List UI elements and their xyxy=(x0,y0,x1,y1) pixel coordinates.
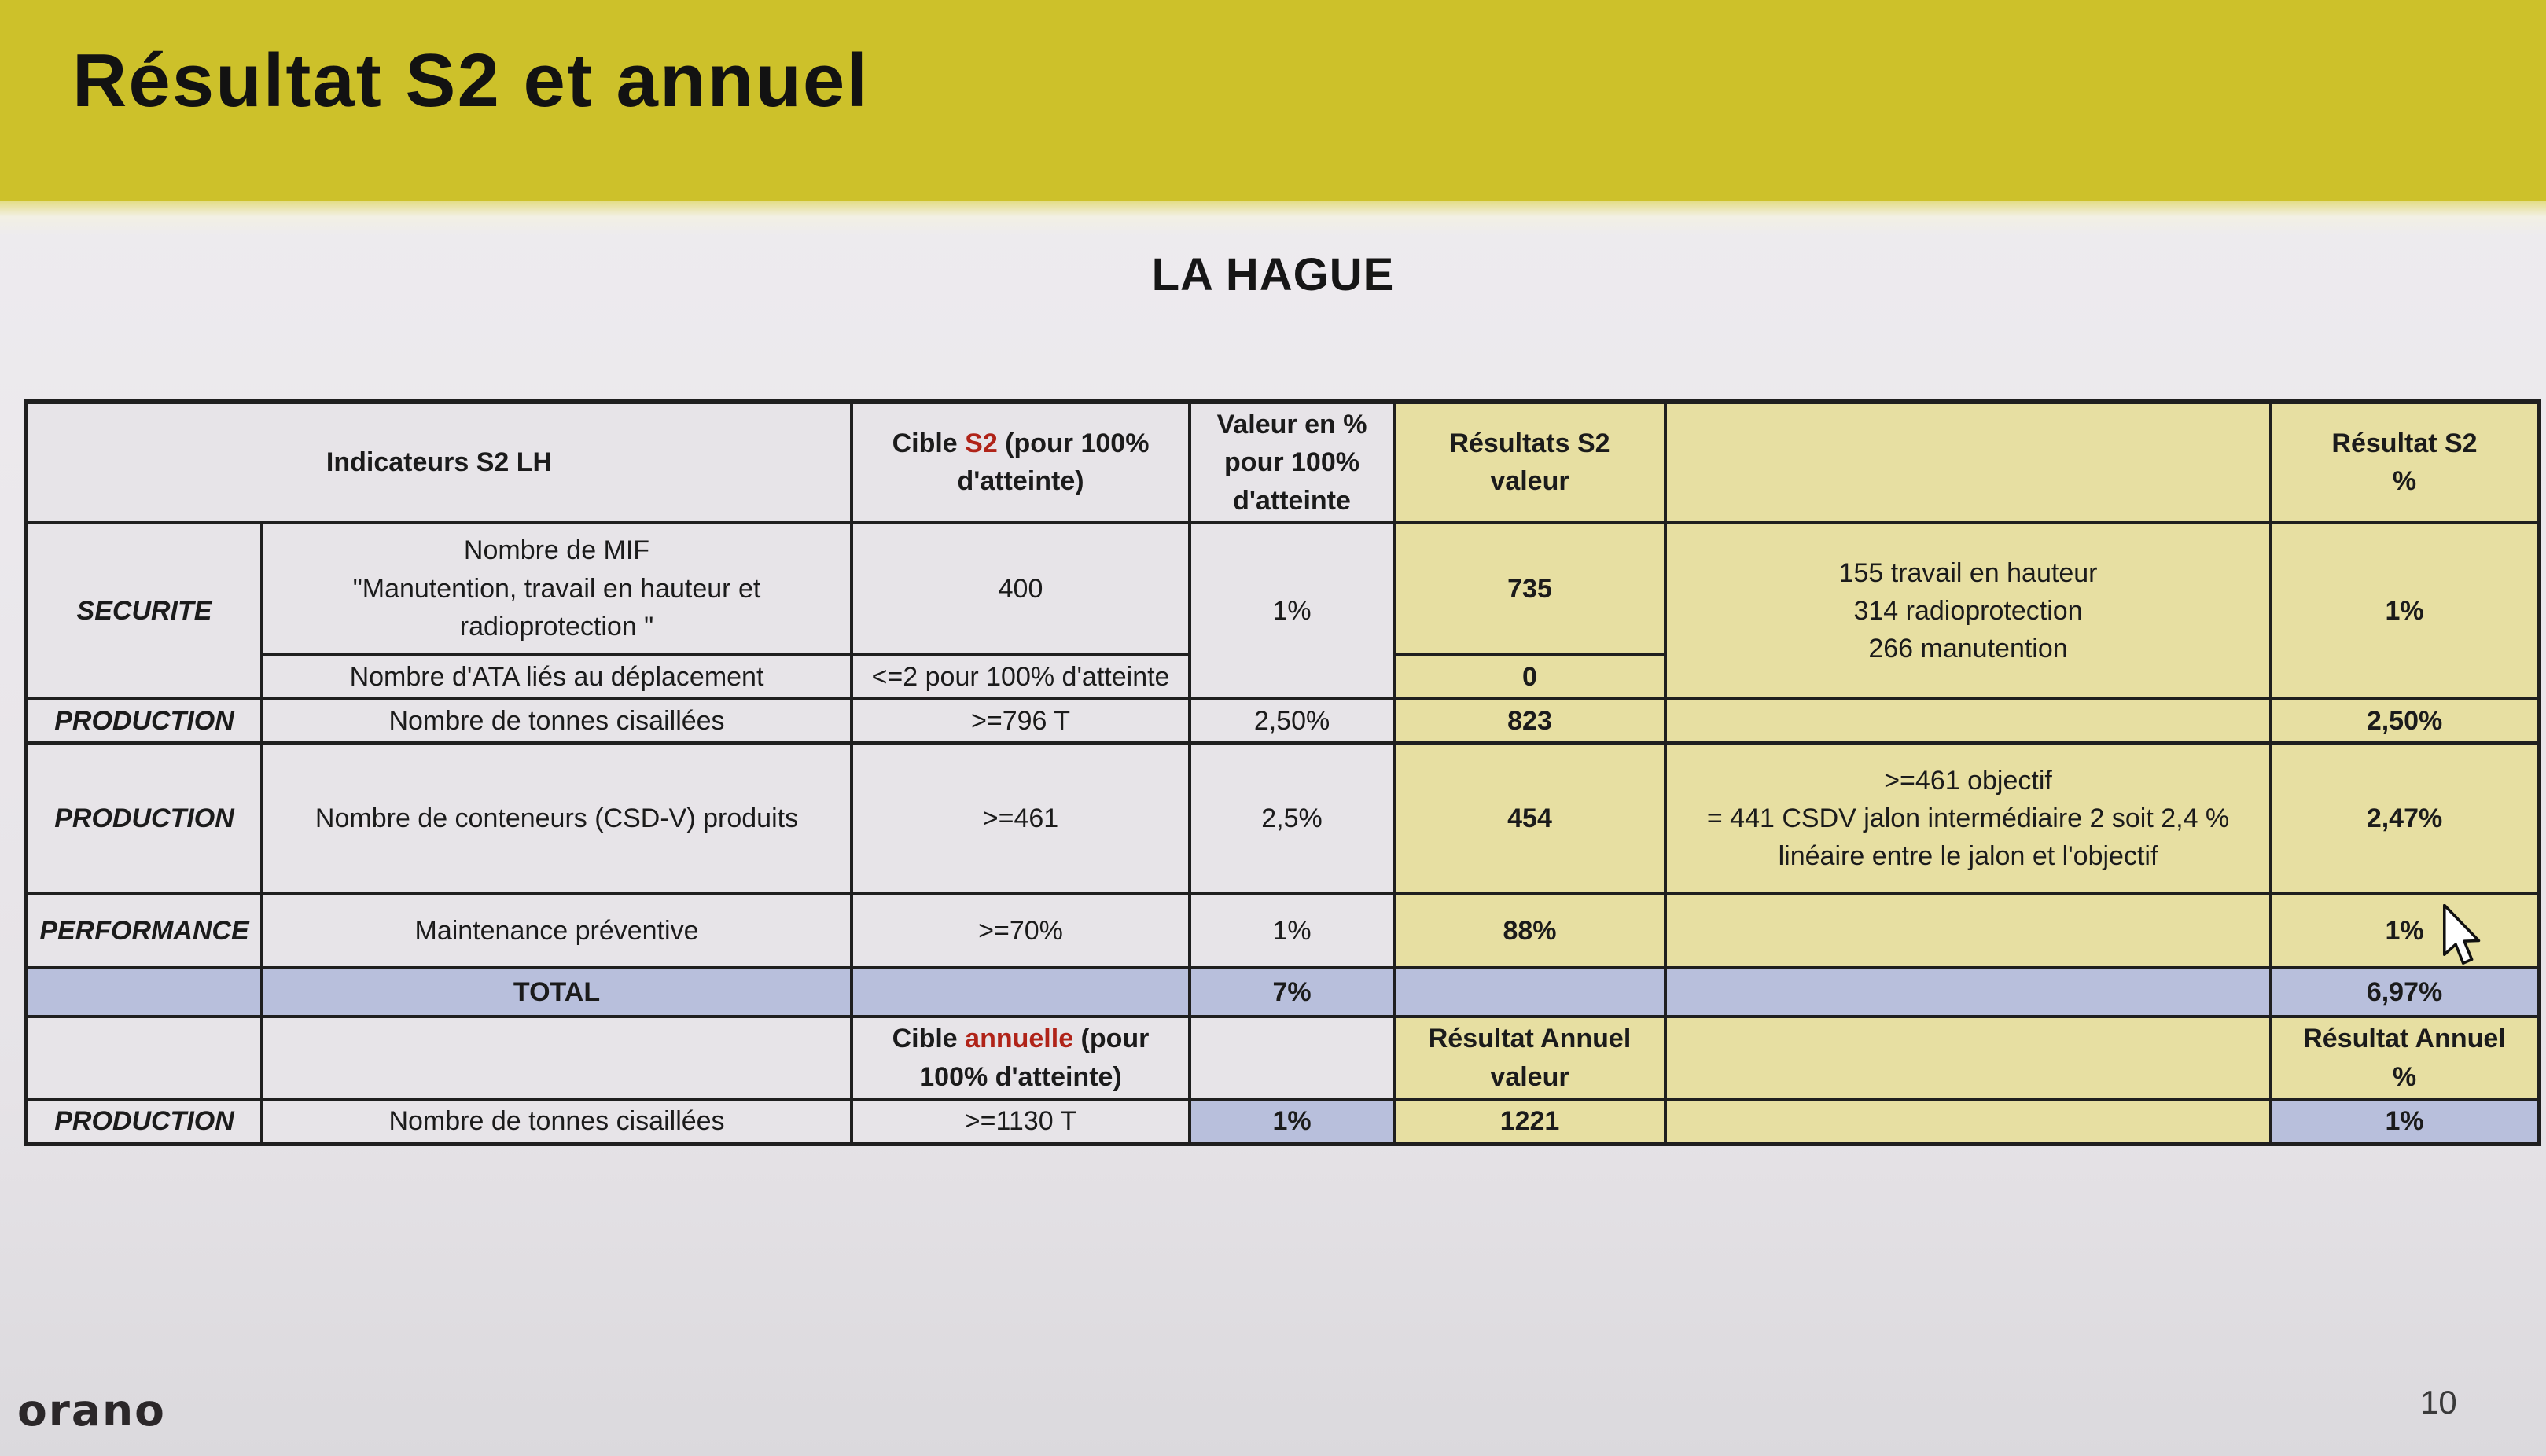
cell-annual-header-comment xyxy=(1665,1017,2271,1099)
cell-valeur-csdv: 2,5% xyxy=(1190,743,1394,894)
annual-cible-red-text: annuelle xyxy=(965,1024,1074,1054)
cell-comment-performance xyxy=(1665,894,2271,968)
cell-indicator-mif xyxy=(262,523,852,655)
text-line: % xyxy=(2392,466,2417,497)
cell-indicator-annual: Nombre de tonnes cisaillées xyxy=(262,1099,852,1144)
cell-annual-header-cible xyxy=(852,1017,1190,1099)
cell-annual-header-pct xyxy=(2271,1017,2539,1099)
cell-valeur-performance: 1% xyxy=(1190,894,1394,968)
cell-header-valeur xyxy=(1190,402,1394,523)
header-cible-red-text: S2 xyxy=(965,428,998,459)
cell-comment-tonnes xyxy=(1665,699,2271,743)
cell-header-resultats-valeur xyxy=(1394,402,1665,523)
cell-valeur-annual: 1% xyxy=(1190,1099,1394,1144)
cell-indicator-tonnes: Nombre de tonnes cisaillées xyxy=(262,699,852,743)
cell-comment-annual xyxy=(1665,1099,2271,1144)
annual-cible-post: (pour 100% d'atteinte) xyxy=(919,1024,1150,1092)
text-line: Résultat Annuel xyxy=(2303,1024,2506,1054)
cell-total-category xyxy=(26,968,262,1017)
table-row-annual-production xyxy=(26,1099,2539,1144)
header-cible-pre: Cible xyxy=(892,428,966,459)
table-row-securite-mif xyxy=(26,523,2539,655)
header-cible-post: (pour 100% d'atteinte) xyxy=(957,428,1150,497)
table-row-total xyxy=(26,968,2539,1017)
text-line: d'atteinte xyxy=(1233,485,1351,516)
text-line: = 441 CSDV jalon intermédiaire 2 soit 2,4 % xyxy=(1706,803,2230,834)
cell-category-securite: SECURITE xyxy=(26,523,262,699)
cell-resultat-tonnes: 823 xyxy=(1394,699,1665,743)
table-row-production-csdv xyxy=(26,743,2539,894)
cell-resultat-performance: 88% xyxy=(1394,894,1665,968)
text-line: % xyxy=(2392,1061,2417,1092)
text-line: 266 manutention xyxy=(1868,634,2068,664)
text-line: 155 travail en hauteur xyxy=(1838,557,2098,588)
cell-pct-securite: 1% xyxy=(2271,523,2539,699)
cell-cible-mif: 400 xyxy=(852,523,1190,655)
cell-cible-performance: >=70% xyxy=(852,894,1190,968)
cell-annual-header-resultat xyxy=(1394,1017,1665,1099)
slide-subtitle: LA HAGUE xyxy=(1151,249,1395,300)
table-row-header xyxy=(26,402,2539,523)
cell-comment-csdv xyxy=(1665,743,2271,894)
cell-cible-tonnes: >=796 T xyxy=(852,699,1190,743)
cell-pct-tonnes: 2,50% xyxy=(2271,699,2539,743)
text-line: valeur xyxy=(1490,466,1569,497)
text-line: radioprotection " xyxy=(459,611,654,642)
cell-total-label: TOTAL xyxy=(262,968,852,1017)
cell-annual-header-valeur xyxy=(1190,1017,1394,1099)
cell-total-resultat xyxy=(1394,968,1665,1017)
arrow-cursor-icon xyxy=(2441,904,2485,969)
table-row-annual-header xyxy=(26,1017,2539,1099)
cell-header-cible-s2 xyxy=(852,402,1190,523)
cell-category-annual-production: PRODUCTION xyxy=(26,1099,262,1144)
cell-header-resultat-pct xyxy=(2271,402,2539,523)
cell-pct-performance: 1% xyxy=(2271,894,2539,968)
orano-logo: orano xyxy=(17,1385,166,1436)
cell-annual-header-indicator xyxy=(262,1017,852,1099)
header-indicators-label: Indicateurs S2 LH xyxy=(326,447,553,478)
text-line: Résultat S2 xyxy=(2331,428,2478,459)
cell-pct-annual: 1% xyxy=(2271,1099,2539,1144)
cell-pct-csdv: 2,47% xyxy=(2271,743,2539,894)
text-line: valeur xyxy=(1490,1061,1569,1092)
cell-resultat-csdv: 454 xyxy=(1394,743,1665,894)
cell-indicator-performance: Maintenance préventive xyxy=(262,894,852,968)
cell-total-comment xyxy=(1665,968,2271,1017)
cell-total-cible xyxy=(852,968,1190,1017)
text-line: 314 radioprotection xyxy=(1853,595,2083,626)
banner-fade xyxy=(0,201,2546,236)
cell-valeur-securite: 1% xyxy=(1190,523,1394,699)
annual-cible-pre: Cible xyxy=(892,1024,966,1054)
cell-indicator-csdv: Nombre de conteneurs (CSD-V) produits xyxy=(262,743,852,894)
cell-valeur-tonnes: 2,50% xyxy=(1190,699,1394,743)
text-line: pour 100% xyxy=(1224,447,1359,478)
table-row-production-tonnes xyxy=(26,699,2539,743)
slide-title: Résultat S2 et annuel xyxy=(72,39,869,123)
cell-cible-annual: >=1130 T xyxy=(852,1099,1190,1144)
text-line: >=461 objectif xyxy=(1884,765,2052,796)
cell-category-production-tonnes: PRODUCTION xyxy=(26,699,262,743)
cell-header-comment xyxy=(1665,402,2271,523)
cell-cible-csdv: >=461 xyxy=(852,743,1190,894)
cell-indicator-ata: Nombre d'ATA liés au déplacement xyxy=(262,655,852,699)
cell-annual-header-category xyxy=(26,1017,262,1099)
cell-total-pct: 6,97% xyxy=(2271,968,2539,1017)
cell-header-indicators xyxy=(26,402,852,523)
page-number: 10 xyxy=(2420,1384,2457,1421)
cell-category-performance: PERFORMANCE xyxy=(26,894,262,968)
cell-cible-ata: <=2 pour 100% d'atteinte xyxy=(852,655,1190,699)
cell-comment-securite xyxy=(1665,523,2271,699)
cell-resultat-ata: 0 xyxy=(1394,655,1665,699)
text-line: Résultats S2 xyxy=(1449,428,1610,459)
text-line: Résultat Annuel xyxy=(1428,1024,1632,1054)
text-line: "Manutention, travail en hauteur et xyxy=(352,573,761,604)
table-row-performance xyxy=(26,894,2539,968)
cell-category-production-csdv: PRODUCTION xyxy=(26,743,262,894)
results-table xyxy=(24,399,2541,1146)
text-line: linéaire entre le jalon et l'objectif xyxy=(1778,841,2158,872)
cell-resultat-mif: 735 xyxy=(1394,523,1665,655)
cell-resultat-annual: 1221 xyxy=(1394,1099,1665,1144)
cell-total-valeur: 7% xyxy=(1190,968,1394,1017)
text-line: Valeur en % xyxy=(1216,410,1367,439)
text-line: Nombre de MIF xyxy=(463,535,650,566)
